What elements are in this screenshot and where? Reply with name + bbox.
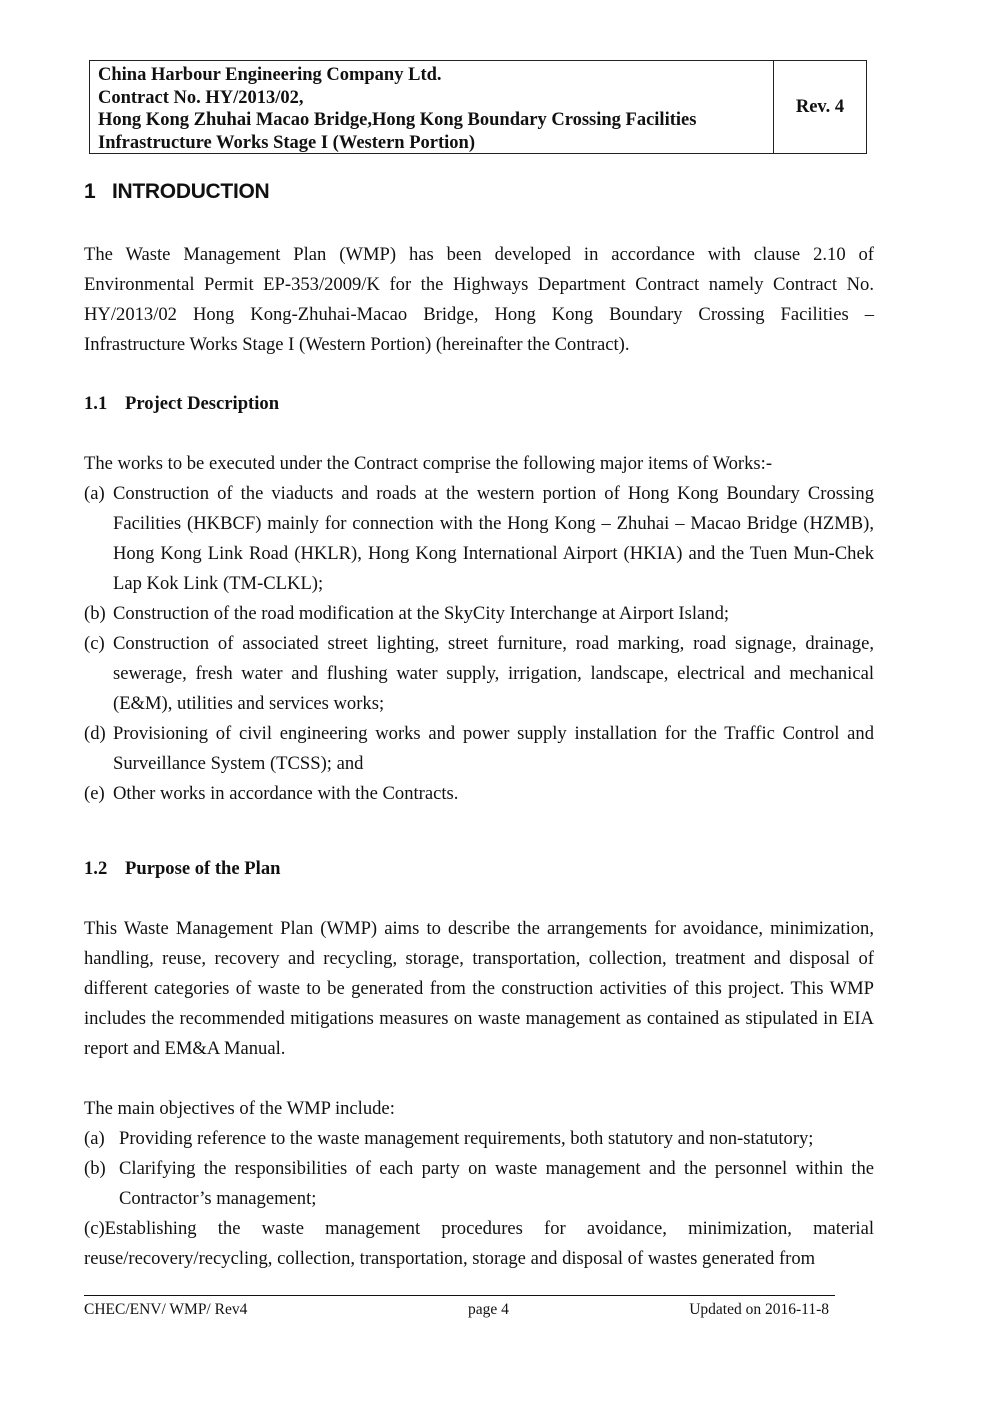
list-item: (c) Construction of associated street lighting, street furniture, road marking, road signage, drainage, sewerage, fresh water and flushing water supply, irrigation, landscape, electrical and mechanical (E&M), utilities and services works;	[84, 633, 874, 714]
footer-doc-ref: CHEC/ENV/ WMP/ Rev4	[84, 1301, 248, 1318]
list-item: (d) Provisioning of civil engineering works and power supply installation for the Traffic Control and Surveillance System (TCSS); and	[84, 723, 874, 774]
footer-page-number: page 4	[468, 1301, 509, 1318]
objective-c-paragraph: (c)Establishing the waste management procedures for avoidance, minimization, material reuse/recovery/recycling, collection, transportation, storage and disposal of wastes generated from	[84, 1218, 874, 1269]
works-list	[84, 479, 874, 809]
header-company: China Harbour Engineering Company Ltd.	[98, 65, 442, 85]
section-1-1-title: Project Description	[125, 393, 280, 414]
section-1-number: 1	[84, 180, 96, 203]
list-item: (b) Construction of the road modification at the SkyCity Interchange at Airport Island;	[84, 603, 730, 624]
section-1-2-heading	[84, 858, 280, 880]
header-box	[89, 60, 867, 154]
section-1-1-heading	[84, 393, 279, 415]
purpose-paragraph: This Waste Management Plan (WMP) aims to describe the arrangements for avoidance, minimization, handling, reuse, recovery and recycling, storage, transportation, collection, treatment and disposal of different categories of waste to be generated from the construction activities of this project. This WMP includes the recommended mitigations measures on waste management as contained as stipulated in EIA report and EM&A Manual.	[84, 918, 874, 1059]
footer-divider	[84, 1295, 835, 1296]
section-1-1-number: 1.1	[84, 393, 108, 414]
header-contract: Contract No. HY/2013/02,	[98, 87, 304, 108]
header-revision: Rev. 4	[795, 96, 845, 117]
list-item: (a) Providing reference to the waste management requirements, both statutory and non-statutory;	[84, 1128, 814, 1149]
footer-updated-date: Updated on 2016-11-8	[689, 1301, 829, 1318]
header-project: Hong Kong Zhuhai Macao Bridge,Hong Kong Boundary Crossing Facilities	[98, 110, 697, 130]
header-stage: Infrastructure Works Stage I (Western Portion)	[98, 132, 475, 153]
intro-paragraph: The Waste Management Plan (WMP) has been developed in accordance with clause 2.10 of Environmental Permit EP-353/2009/K for the Highways Department Contract namely Contract No. HY/2013/02 Hong Kong-Zhuhai-Macao Bridge, Hong Kong Boundary Crossing Facilities – Infrastructure Works Stage I (Western Portion) (hereinafter the Contract).	[84, 244, 874, 355]
section-1-2-title: Purpose of the Plan	[125, 858, 281, 879]
works-lead: The works to be executed under the Contract comprise the following major items of Works:-	[84, 453, 773, 474]
section-1-title: INTRODUCTION	[112, 180, 270, 203]
section-1-2-number: 1.2	[84, 858, 108, 879]
page-footer	[84, 1301, 829, 1325]
section-1-heading	[84, 180, 269, 204]
objectives-list	[84, 1124, 874, 1214]
list-item: (a) Construction of the viaducts and roads at the western portion of Hong Kong Boundary Crossing Facilities (HKBCF) mainly for connection with the Hong Kong – Zhuhai – Macao Bridge (HZMB), Hong Kong Link Road (HKLR), Hong Kong International Airport (HKIA) and the Tuen Mun-Chek Lap Kok Link (TM-CLKL);	[84, 483, 874, 594]
header-company-block	[90, 61, 774, 153]
objectives-lead: The main objectives of the WMP include:	[84, 1098, 395, 1119]
list-item: (b) Clarifying the responsibilities of each party on waste management and the personnel within the Contractor’s management;	[84, 1158, 874, 1209]
list-item: (e) Other works in accordance with the Contracts.	[84, 783, 459, 804]
